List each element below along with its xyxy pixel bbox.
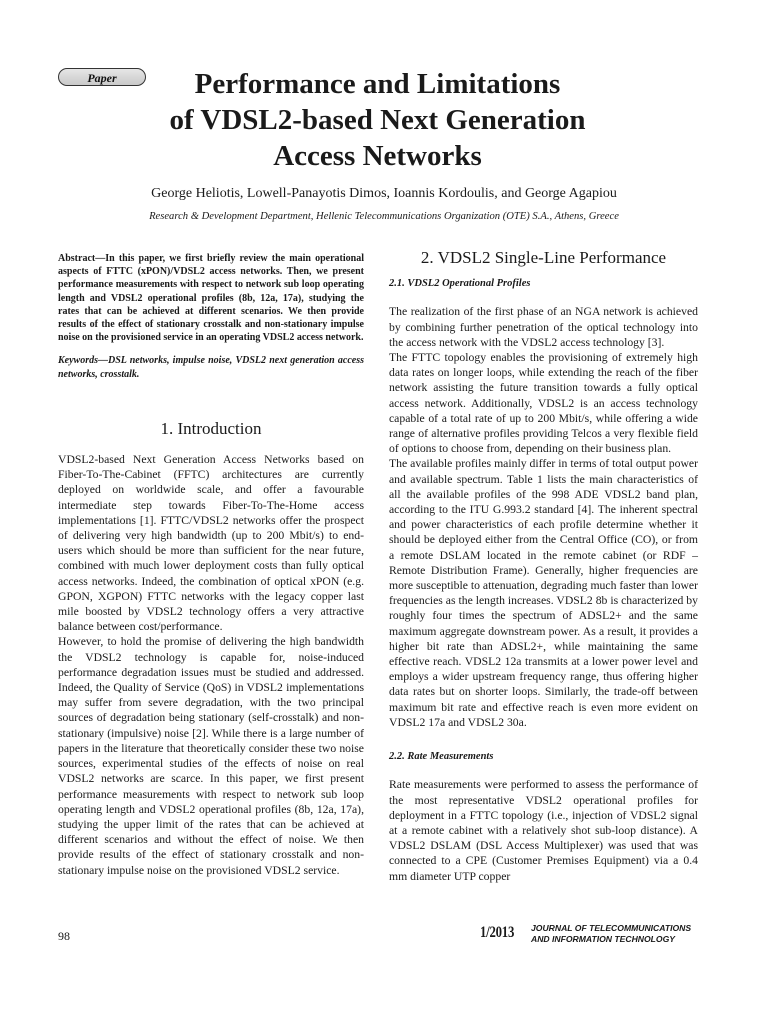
paragraph: However, to hold the promise of delivering the high bandwidth the VDSL2 technology is capable for, noise-induced performance degradation issues must be studied and addressed. Indeed, the Quality of Service (QoS) in VDSL2 implementations may suffer from severe degradation, with the two principal sources of degradation being stationary (self-crosstalk) and non-stationary (impulsive) noise [2]. While there is a large number of papers in the literature that theoretically consider these two noise sources, experimental studies of the effects of noise on real VDSL2 networks are scarce. In this paper, we first present performance measurements with respect to network sub loop operating length and VDSL2 operational profiles (8b, 12a, 17a), studying the upper limit of the rates that can be achieved at different scenarios and without the effect of noise. We then provide results of the effect of stationary crosstalk and non-stationary impulse noise on the provisioned VDSL2 service.	[58, 635, 364, 877]
journal-name	[531, 923, 711, 944]
paper-type-badge: Paper	[58, 68, 146, 86]
subsection-heading-operational-profiles: 2.1. VDSL2 Operational Profiles	[389, 278, 531, 290]
keywords: Keywords—DSL networks, impulse noise, VDSL2 next generation access networks, crosstalk.	[58, 355, 364, 380]
journal-name-line: AND INFORMATION TECHNOLOGY	[531, 933, 676, 944]
title-line: of VDSL2-based Next Generation	[169, 104, 586, 136]
paragraph: Rate measurements were performed to assess the performance of the most representative VDSL2 operational profiles for deployment in a FTTC topology (i.e., injection of VDSL2 signal at a remote cabinet with a relatively shot sub-loop distance). A VDSL2 DSLAM (DSL Access Multiplexer) was used that was connected to a CPE (Customer Premises Equipment) via a 0.4 mm diameter UTP copper	[389, 778, 698, 883]
affiliation: Research & Development Department, Hellenic Telecommunications Organization (OTE) S.A., Athens, Greece	[149, 211, 619, 222]
section-heading-vdsl2-performance: 2. VDSL2 Single-Line Performance	[420, 248, 667, 267]
section-heading-introduction: 1. Introduction	[160, 418, 262, 438]
paper-title	[120, 66, 635, 174]
paragraph: The realization of the first phase of an NGA network is achieved by combining further penetration of the optical technology into the access network with the VDSL2 access technology [3].	[389, 305, 698, 349]
paragraph: VDSL2-based Next Generation Access Networks based on Fiber-To-The-Cabinet (FFTC) architectures are currently deployed on worldwide scale, and offer a favourable intermediate step towards Fiber-To-The-Home access implementations [1]. FTTC/VDSL2 networks offer the prospect of delivering very high bandwidth (up to 200 Mbit/s) to end-users which should be more than sufficient for the near future, combined with much lower deployment costs than fully optical access networks. Indeed, the combination of optical xPON (e.g. GPON, XGPON) FTTC networks with the legacy copper last mile boosted by VDSL2 technology offers a very attractive balance between cost/performance.	[58, 453, 364, 634]
left-column	[58, 252, 364, 878]
issue-number: 1/2013	[480, 924, 515, 941]
abstract: Abstract—In this paper, we first briefly review the main operational aspects of FTTC (xPON)/VDSL2 access networks. Then, we present performance measurements with respect to network sub loop operating length and VDSL2 operational profiles (8b, 12a, 17a), studying the rates that can be achieved at different scenarios. We then provide results of the effect of stationary crosstalk and non-stationary impulse noise on the provisioned service in an operating VDSL2 access network.	[58, 253, 364, 344]
journal-name-line: JOURNAL OF TELECOMMUNICATIONS	[531, 923, 692, 933]
author-list: George Heliotis, Lowell-Panayotis Dimos, Ioannis Kordoulis, and George Agapiou	[151, 186, 617, 201]
subsection-heading-rate-measurements: 2.2. Rate Measurements	[389, 751, 494, 763]
paragraph: The FTTC topology enables the provisioning of extremely high data rates on longer loops, while extending the reach of the fiber network assisting the future transition towards a fully optical access network. Additionally, VDSL2 is an access technology capable of a total rate of up to 200 Mbit/s, while offering a wide range of alternative profiles providing Telcos a very flexible field of options to choose from, depending on their business plan.	[389, 351, 698, 456]
title-line: Access Networks	[273, 140, 482, 172]
right-column	[389, 250, 698, 884]
title-line: Performance and Limitations	[194, 68, 561, 100]
paragraph: The available profiles mainly differ in terms of total output power and available spectrum. Table 1 lists the main characteristics of all the available profiles of the 998 ADE VDSL2 band plan, according to the ITU G.993.2 standard [4]. The inherent spectral and power characteristics of each profile determine whether it should be deployed either from the Central Office (CO), or from a remote DSLAM located in the remote cabinet (or RDF – Remote Distribution Frame). Generally, higher frequencies are more susceptible to attenuation, degrading much faster than lower frequencies as the length increases. VDSL2 8b is characterized by roughly four times the spectrum of ADSL2+ and the same maximum aggregate downstream power. As a result, it provides a higher bit rate than ADSL2+, while maintaining the same effective reach. VDSL2 12a transmits at a lower power level and employs a wider upstream frequency range, thus offering higher data rates but on shorter loops. Similarly, the trade-off between maximum bit rate and effective reach is even more evident on VDSL2 17a and VDSL2 30a.	[389, 457, 698, 729]
page-number: 98	[58, 929, 70, 943]
